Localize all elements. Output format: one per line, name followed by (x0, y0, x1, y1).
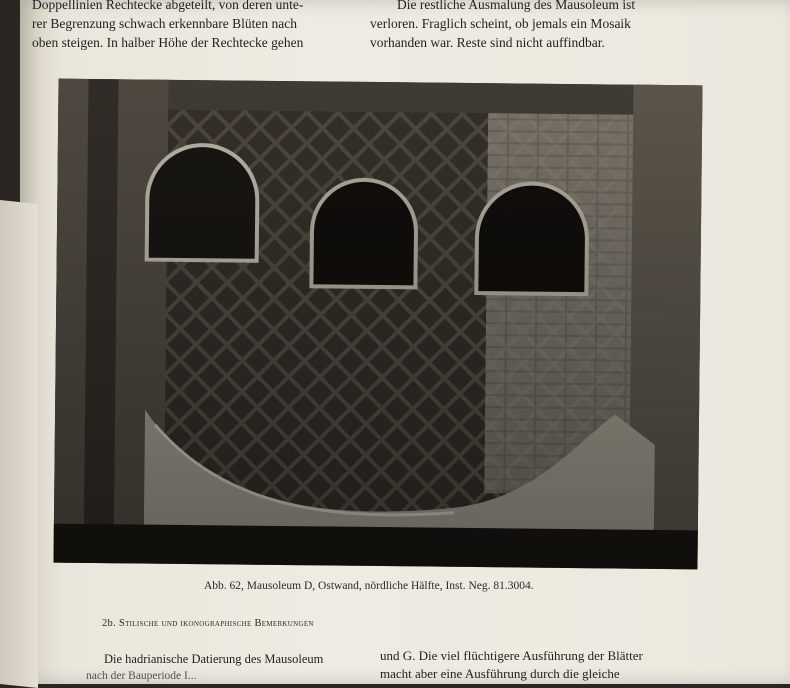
section-title: Stilische und ikonographische Bemerkungen (118, 618, 314, 629)
body-right-line-2: macht aber eine Ausführung durch die gleiche (380, 666, 620, 681)
right-column-line-2: verloren. Fraglich scheint, ob jemals ein Mosaik (370, 16, 631, 31)
left-column-line-1: Doppellinien Rechtecke abgeteilt, von deren unte- (32, 0, 304, 12)
right-column-line-3: vorhanden war. Reste sind nicht auffindbar. (370, 35, 605, 50)
wall-photo-illustration (53, 79, 702, 570)
left-column-line-3: oben steigen. In halber Höhe der Rechtecke gehen (32, 35, 304, 50)
right-column-line-1: Die restliche Ausmalung des Mausoleum ist (397, 0, 636, 12)
body-left-line-1: Die hadrianische Datierung des Mausoleum (104, 652, 324, 666)
adjacent-page-text-blur (6, 261, 30, 644)
figure-caption: Abb. 62, Mausoleum D, Ostwand, nördliche Hälfte, Inst. Neg. 81.3004. (204, 580, 534, 592)
left-column-line-2: rer Begrenzung schwach erkennbare Blüten nach (32, 16, 298, 31)
section-number: 2b. (102, 618, 117, 629)
book-page (20, 0, 790, 684)
mausoleum-wall-photo (53, 79, 702, 570)
adjacent-page-edge (0, 200, 38, 688)
section-heading (102, 618, 314, 629)
body-right-line-1: und G. Die viel flüchtigere Ausführung der Blätter (380, 648, 643, 663)
body-left-line-2: nach der Bauperiode I... (86, 670, 197, 682)
